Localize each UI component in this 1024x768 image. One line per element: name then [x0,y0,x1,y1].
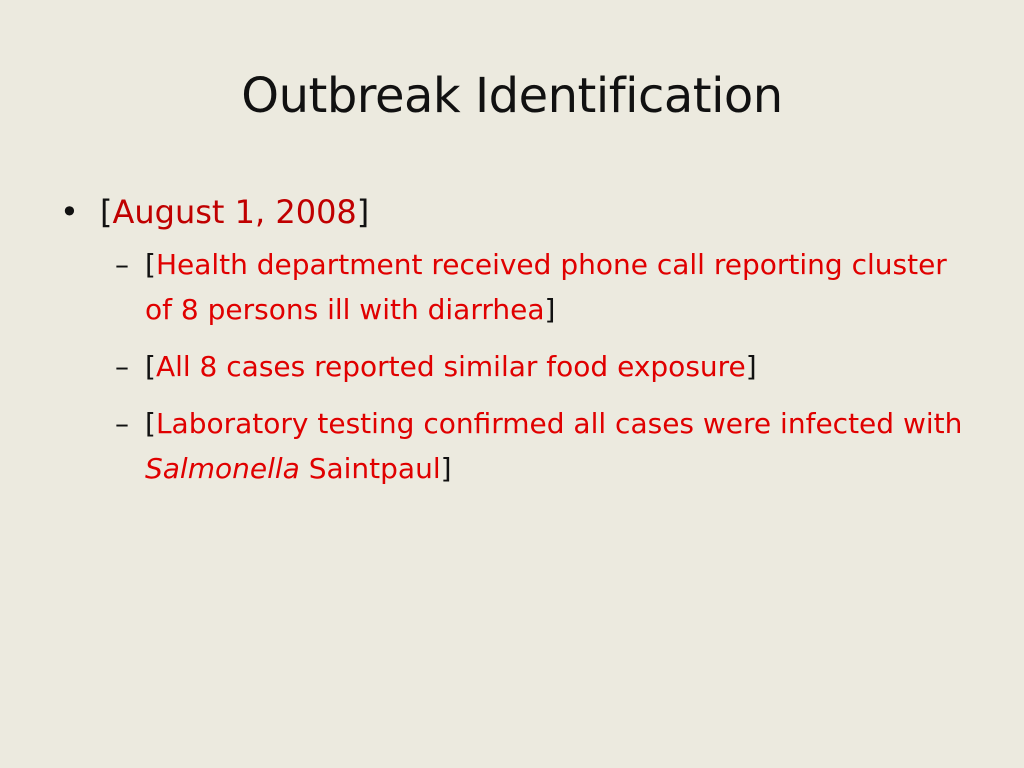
organism-genus: Salmonella [145,452,300,485]
close-bracket: ] [544,293,556,326]
open-bracket: [ [145,248,156,281]
sub-bullet-food-exposure [52,344,982,389]
close-bracket: ] [356,193,370,231]
bullet-date [52,188,982,236]
close-bracket: ] [440,452,452,485]
open-bracket: [ [145,407,156,440]
sub-bullet-text: All 8 cases reported similar food exposure [155,350,746,383]
sub-bullet-list [52,242,982,491]
dash-icon: – [115,248,129,281]
dash-icon: – [115,350,129,383]
sub-bullet-text: Laboratory testing confirmed all cases were infected with [155,407,963,440]
open-bracket: [ [145,350,156,383]
slide-title: Outbreak Identification [241,68,783,124]
date-text: August 1, 2008 [112,193,357,231]
sub-bullet-lab-testing [52,401,982,491]
open-bracket: [ [100,193,113,231]
dash-icon: – [115,407,129,440]
bullet-icon: • [60,193,79,231]
sub-bullet-text: Health department received phone call reporting cluster of 8 persons ill with diarrhea [145,248,947,326]
slide-body [52,188,982,503]
close-bracket: ] [745,350,757,383]
organism-serotype: Saintpaul [299,452,441,485]
sub-bullet-phone-call [52,242,982,332]
